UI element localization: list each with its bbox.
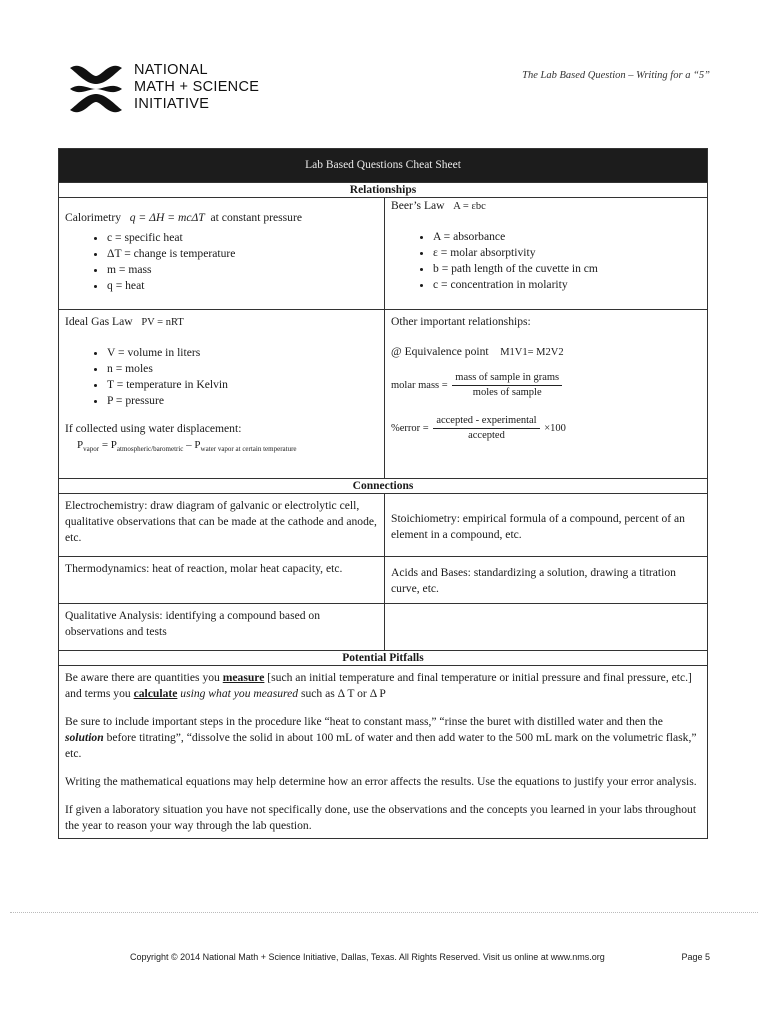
org-name: [134, 62, 259, 113]
relationships-heading: Relationships: [59, 182, 707, 198]
list-item: • n = moles: [107, 361, 378, 377]
calorimetry-condition: at constant pressure: [210, 211, 302, 224]
calorimetry-equation: q = ΔH = mcΔT: [129, 211, 205, 224]
list-item: • c = concentration in molarity: [433, 277, 701, 293]
water-displacement-label: If collected using water displacement:: [65, 422, 242, 435]
beers-law-cell: [385, 198, 707, 309]
beers-law-equation: A = εbc: [453, 201, 486, 212]
relationships-row-1: [59, 198, 707, 310]
pitfall-paragraph: If given a laboratory situation you have not specifically done, use the observations and the concepts you learned in your labs throughout the year to reason your way through the lab question.: [65, 803, 697, 832]
ideal-gas-list: [65, 345, 378, 409]
other-relationships-label: Other important relationships:: [391, 315, 531, 328]
calorimetry-cell: [59, 198, 385, 309]
pitfall-text: [such an initial temperature and final temperature or initial pressure and final pressure, etc.] and terms you: [65, 671, 692, 700]
pitfall-solution: solution: [65, 731, 104, 744]
list-item: • m = mass: [107, 262, 378, 278]
list-item: • b = path length of the cuvette in cm: [433, 261, 701, 277]
calorimetry-label: Calorimetry: [65, 211, 122, 224]
ideal-gas-equation: PV = nRT: [141, 317, 184, 328]
pitfalls-body: [59, 666, 707, 838]
equals-sign: =: [101, 439, 109, 451]
org-name-line1: NATIONAL: [134, 62, 208, 78]
beers-law-list: [391, 229, 701, 293]
connection-cell: Acids and Bases: standardizing a solution, drawing a titration curve, etc.: [391, 566, 676, 595]
p-atm-sub: atmospheric/barometric: [116, 445, 184, 454]
percent-error-denominator: accepted: [468, 430, 505, 441]
beers-law-label: Beer’s Law: [391, 199, 445, 212]
pitfall-calculate: calculate: [133, 687, 178, 700]
org-name-line3: INITIATIVE: [134, 96, 210, 112]
percent-error-multiplier: ×100: [544, 422, 566, 434]
percent-error-formula: [391, 414, 701, 443]
nmsi-logo-icon: [68, 62, 124, 116]
list-item: • V = volume in liters: [107, 345, 378, 361]
connection-cell: [385, 604, 707, 650]
calorimetry-list: [65, 230, 378, 294]
connection-cell: Qualitative Analysis: identifying a compound based on observations and tests: [59, 604, 385, 650]
copyright-text: Copyright © 2014 National Math + Science Initiative, Dallas, Texas. All Rights Reserved. Visit us online at www.nms.org: [130, 952, 605, 962]
molar-mass-label: molar mass =: [391, 379, 448, 391]
org-name-line2: MATH + SCIENCE: [134, 79, 260, 95]
p-atm: P: [110, 439, 117, 451]
doc-subtitle: The Lab Based Question – Writing for a “5”: [522, 70, 710, 81]
list-item: • P = pressure: [107, 393, 378, 409]
connections-row: [59, 557, 707, 604]
ideal-gas-cell: [59, 310, 385, 478]
molar-mass-fraction: [452, 371, 562, 400]
pitfalls-heading: Potential Pitfalls: [59, 651, 707, 666]
connections-row: [59, 494, 707, 557]
list-item: • A = absorbance: [433, 229, 701, 245]
equivalence-point: [391, 344, 701, 361]
pitfall-paragraph: [65, 714, 701, 762]
list-item: • c = specific heat: [107, 230, 378, 246]
connection-cell: Electrochemistry: draw diagram of galvanic or electrolytic cell, qualitative observations that can be made at the cathode and anode, etc.: [59, 494, 385, 556]
list-item: • ΔT = change is temperature: [107, 246, 378, 262]
pitfall-measure: measure: [222, 671, 265, 684]
sheet-title: Lab Based Questions Cheat Sheet: [59, 149, 707, 182]
molar-mass-numerator: mass of sample in grams: [452, 371, 562, 386]
percent-error-numerator: accepted - experimental: [433, 414, 539, 429]
pitfall-text: before titrating”, “dissolve the solid in about 100 mL of water and then add water to the 500 mL mark on the volumetric flask,” etc.: [65, 731, 697, 760]
connection-cell: Stoichiometry: empirical formula of a compound, percent of an element in a compound, etc.: [391, 512, 685, 541]
page-number: Page 5: [681, 952, 710, 962]
percent-error-fraction: [433, 414, 539, 443]
pitfall-text: Be aware there are quantities you: [65, 671, 223, 684]
p-water: P: [194, 439, 201, 451]
cheat-sheet: [58, 148, 708, 839]
connections-row: [59, 604, 707, 651]
connection-cell: Thermodynamics: heat of reaction, molar heat capacity, etc.: [59, 557, 385, 603]
p-vapor: P: [77, 439, 84, 451]
relationships-row-2: [59, 310, 707, 479]
list-item: • ε = molar absorptivity: [433, 245, 701, 261]
equivalence-label: @ Equivalence point: [391, 345, 489, 358]
p-vapor-sub: vapor: [83, 445, 100, 454]
p-water-sub: water vapor at certain temperature: [200, 445, 297, 454]
pitfall-text: Be sure to include important steps in the procedure like “heat to constant mass,” “rinse the buret with distilled water and then the: [65, 715, 663, 728]
ideal-gas-label: Ideal Gas Law: [65, 315, 133, 328]
list-item: • T = temperature in Kelvin: [107, 377, 378, 393]
pitfall-paragraph: [65, 670, 701, 702]
pitfall-italic: using what you measured: [177, 687, 299, 700]
percent-error-label: %error =: [391, 422, 429, 434]
molar-mass-denominator: moles of sample: [472, 387, 542, 398]
pitfall-paragraph: Writing the mathematical equations may help determine how an error affects the results. Use the equations to justify your error analysis.: [65, 775, 697, 788]
other-relationships-cell: [385, 310, 707, 478]
equivalence-equation: M1V1= M2V2: [500, 347, 564, 358]
water-displacement-equation: [65, 437, 378, 457]
connections-heading: Connections: [59, 479, 707, 494]
list-item: • q = heat: [107, 278, 378, 294]
minus-sign: –: [186, 439, 192, 451]
nmsi-logo: [68, 62, 259, 116]
page-divider: [10, 912, 758, 913]
molar-mass-formula: [391, 371, 701, 400]
pitfall-text: such as Δ T or Δ P: [298, 687, 386, 700]
